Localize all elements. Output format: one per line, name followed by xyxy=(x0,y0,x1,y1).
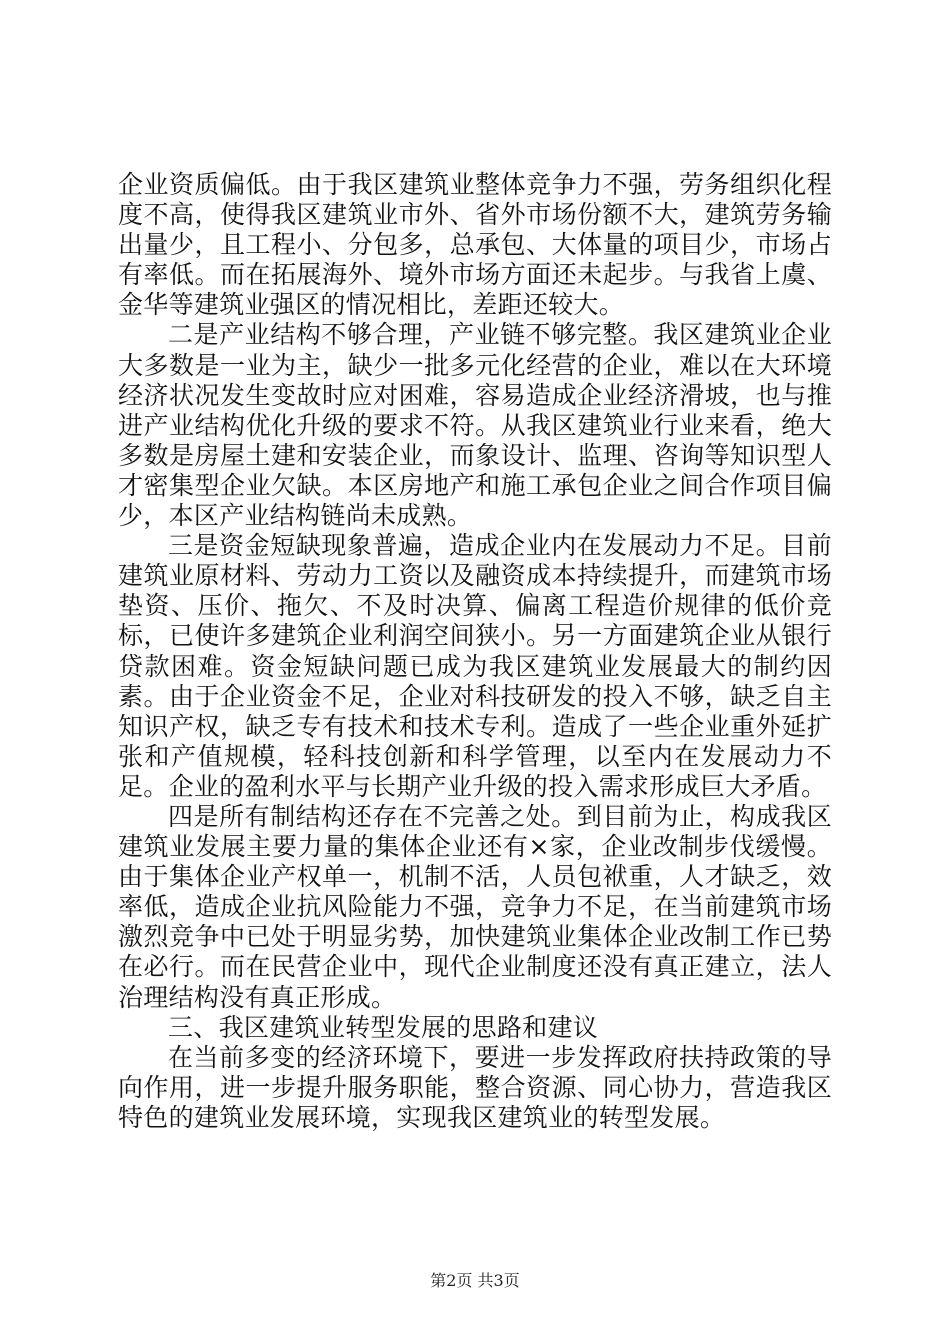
paragraph-transformation-intro: 在当前多变的经济环境下，要进一步发挥政府扶持政策的导向作用，进一步提升服务职能，整合资源、同心协力，营造我区特色的建筑业发展环境，实现我区建筑业的转型发展。 xyxy=(118,1042,832,1132)
section-heading: 三、我区建筑业转型发展的思路和建议 xyxy=(168,1012,599,1042)
paragraph-ownership-structure: 四是所有制结构还存在不完善之处。到目前为止，构成我区建筑业发展主要力量的集体企业还有×家，企业改制步伐缓慢。由于集体企业产权单一，机制不活，人员包袱重，人才缺乏，效率低，造成企业抗风险能力不强，竞争力不足，在当前建筑市场激烈竞争中已处于明显劣势，加快建筑业集体企业改制工作已势在必行。而在民营企业中，现代企业制度还没有真正建立，法人治理结构没有真正形成。 xyxy=(118,801,832,1012)
paragraph-funding-shortage: 三是资金短缺现象普遍，造成企业内在发展动力不足。目前建筑业原材料、劳动力工资以及融资成本持续提升，而建筑市场垫资、压价、拖欠、不及时决算、偏离工程造价规律的低价竞标，已使许多建筑企业利润空间狭小。另一方面建筑企业从银行贷款困难。资金短缺问题已成为我区建筑业发展最大的制约因素。由于企业资金不足，企业对科技研发的投入不够，缺乏自主知识产权，缺乏专有技术和技术专利。造成了一些企业重外延扩张和产值规模，轻科技创新和科学管理，以至内在发展动力不足。企业的盈利水平与长期产业升级的投入需求形成巨大矛盾。 xyxy=(118,531,832,801)
page-number-footer: 第2页 共3页 xyxy=(430,1271,520,1290)
document-body xyxy=(118,170,832,1133)
paragraph-continuation: 企业资质偏低。由于我区建筑业整体竞争力不强，劳务组织化程度不高，使得我区建筑业市外、省外市场份额不大，建筑劳务输出量少，且工程小、分包多，总承包、大体量的项目少，市场占有率低。而在拓展海外、境外市场方面还未起步。与我省上虞、金华等建筑业强区的情况相比，差距还较大。 xyxy=(118,170,832,320)
paragraph-industry-structure: 二是产业结构不够合理，产业链不够完整。我区建筑业企业大多数是一业为主，缺少一批多元化经营的企业，难以在大环境经济状况发生变故时应对困难，容易造成企业经济滑坡，也与推进产业结构优化升级的要求不符。从我区建筑业行业来看，绝大多数是房屋土建和安装企业，而象设计、监理、咨询等知识型人才密集型企业欠缺。本区房地产和施工承包企业之间合作项目偏少，本区产业结构链尚未成熟。 xyxy=(118,320,832,531)
